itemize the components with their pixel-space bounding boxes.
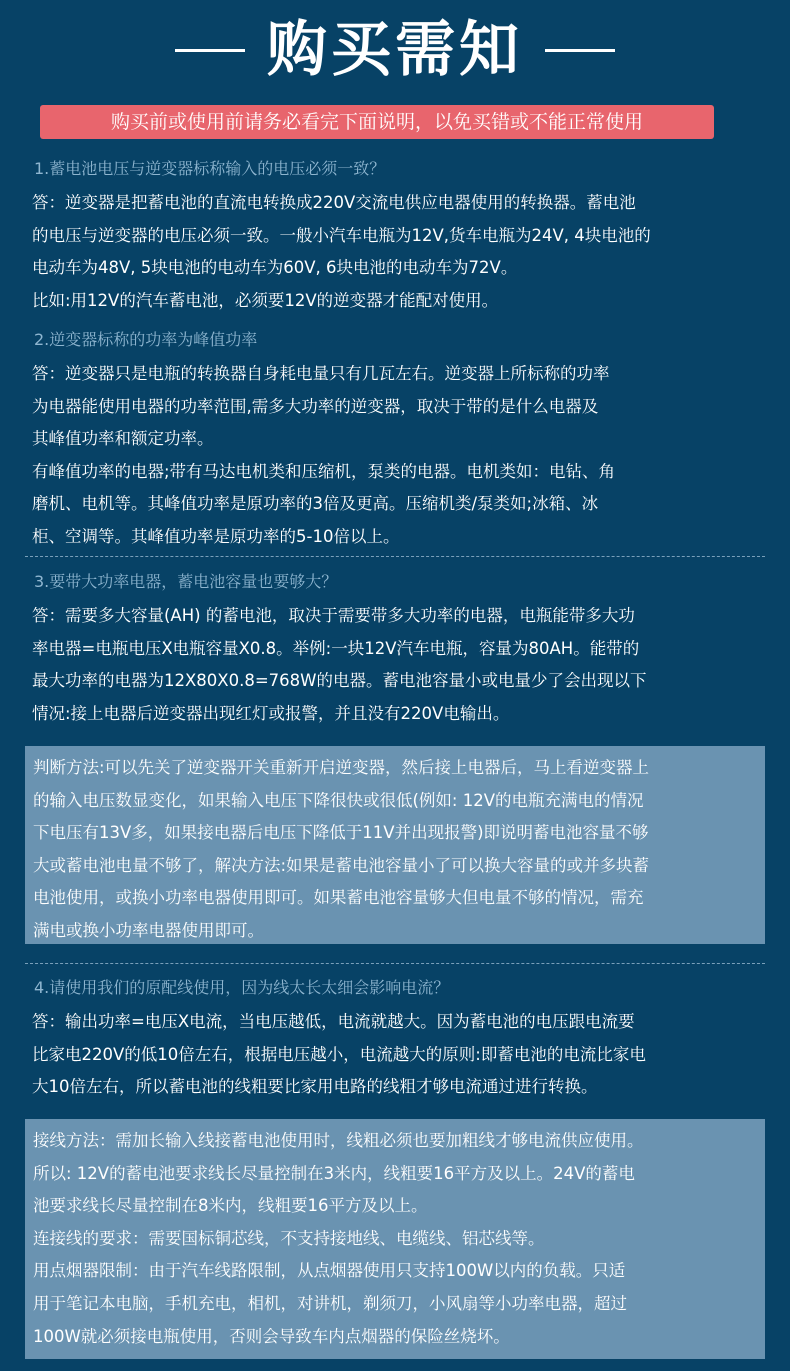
section-1-line: 比如:用12V的汽车蓄电池，必须要12V的逆变器才能配对使用。 bbox=[32, 290, 499, 310]
section-3-line: 答：需要多大容量(AH) 的蓄电池，取决于需要带多大功率的电器，电瓶能带多大功 bbox=[32, 606, 635, 625]
section-4-line: 答：输出功率=电压X电流，当电压越低，电流就越大。因为蓄电池的电压跟电流要 bbox=[32, 1012, 635, 1031]
section-3-box-line: 判断方法:可以先关了逆变器开关重新开启逆变器，然后接上电器后，马上看逆变器上 bbox=[33, 758, 650, 777]
section-1-line: 的电压与逆变器的电压必须一致。一般小汽车电瓶为12V,货车电瓶为24V, 4块电池的 bbox=[32, 225, 651, 245]
section-1-line: 答：逆变器是把蓄电池的直流电转换成220V交流电供应电器使用的转换器。蓄电池 bbox=[32, 193, 636, 212]
section-2-line: 有峰值功率的电器;带有马达电机类和压缩机，泵类的电器。电机类如：电钻、角 bbox=[32, 461, 616, 481]
section-4-box-line: 用点烟器限制：由于汽车线路限制，从点烟器使用只支持100W以内的负载。只适 bbox=[33, 1261, 626, 1281]
title-left-rule bbox=[175, 49, 245, 52]
section-1 bbox=[32, 155, 760, 317]
section-3-box-line: 的输入电压数显变化，如果输入电压下降很快或很低(例如: 12V的电瓶充满电的情况 bbox=[33, 790, 644, 810]
section-3 bbox=[32, 568, 760, 730]
section-4-box-line: 100W就必须接电瓶使用，否则会导致车内点烟器的保险丝烧坏。 bbox=[33, 1326, 510, 1346]
section-3-box-line: 满电或换小功率电器使用即可。 bbox=[33, 920, 264, 940]
section-1-question: 1.蓄电池电压与逆变器标称输入的电压必须一致？ bbox=[34, 159, 386, 178]
section-4-box-line: 连接线的要求：需要国标铜芯线，不支持接地线、电缆线、铝芯线等。 bbox=[33, 1228, 545, 1248]
section-3-question: 3.要带大功率电器，蓄电池容量也要够大？ bbox=[34, 572, 338, 591]
section-3-line: 最大功率的电器为12X80X0.8=768W的电器。蓄电池容量小或电量少了会出现以下 bbox=[32, 671, 647, 691]
section-2-line: 其峰值功率和额定功率。 bbox=[32, 429, 214, 449]
section-4-box-line: 用于笔记本电脑，手机充电，相机，对讲机，剃须刀，小风扇等小功率电器，超过 bbox=[33, 1293, 627, 1313]
section-4-box-line: 接线方法：需加长输入线接蓄电池使用时，线粗必须也要加粗线才够电流供应使用。 bbox=[33, 1131, 644, 1150]
section-3-detail-box bbox=[25, 746, 765, 944]
section-4-question: 4.请使用我们的原配线使用，因为线太长太细会影响电流？ bbox=[34, 978, 450, 997]
title-right-rule bbox=[545, 49, 615, 52]
section-3-box-line: 电池使用，或换小功率电器使用即可。如果蓄电池容量够大但电量不够的情况，需充 bbox=[33, 888, 644, 908]
section-2 bbox=[32, 326, 760, 554]
section-2-line: 为电器能使用电器的功率范围,需多大功率的逆变器，取决于带的是什么电器及 bbox=[32, 396, 599, 416]
section-2-line: 磨机、电机等。其峰值功率是原功率的3倍及更高。压缩机类/泵类如;冰箱、冰 bbox=[32, 494, 599, 514]
section-2-question: 2.逆变器标称的功率为峰值功率 bbox=[34, 330, 258, 349]
section-4-line: 大10倍左右，所以蓄电池的线粗要比家用电路的线粗才够电流通过进行转换。 bbox=[32, 1077, 598, 1097]
section-divider bbox=[25, 963, 765, 964]
section-4-box-line: 池要求线长尽量控制在8米内，线粗要16平方及以上。 bbox=[33, 1196, 428, 1216]
section-3-box-line: 大或蓄电池电量不够了，解决方法:如果是蓄电池容量小了可以换大容量的或并多块蓄 bbox=[33, 855, 650, 875]
section-3-box-line: 下电压有13V多，如果接电器后电压下降低于11V并出现报警)即说明蓄电池容量不够 bbox=[33, 823, 649, 843]
page-title: 购买需知 bbox=[267, 15, 523, 85]
section-4-line: 比家电220V的低10倍左右，根据电压越小，电流越大的原则:即蓄电池的电流比家电 bbox=[32, 1044, 646, 1064]
section-4-detail-box bbox=[25, 1119, 765, 1359]
page-header bbox=[0, 0, 790, 100]
section-2-line: 柜、空调等。其峰值功率是原功率的5-10倍以上。 bbox=[32, 526, 400, 546]
section-4 bbox=[32, 974, 760, 1104]
section-4-box-line: 所以: 12V的蓄电池要求线长尽量控制在3米内，线粗要16平方及以上。24V的蓄电 bbox=[33, 1163, 635, 1183]
section-2-line: 答：逆变器只是电瓶的转换器自身耗电量只有几瓦左右。逆变器上所标称的功率 bbox=[32, 364, 610, 383]
section-3-line: 情况:接上电器后逆变器出现红灯或报警，并且没有220V电输出。 bbox=[32, 703, 510, 723]
section-1-line: 电动车为48V, 5块电池的电动车为60V, 6块电池的电动车为72V。 bbox=[32, 258, 518, 278]
section-divider bbox=[25, 556, 765, 557]
section-3-line: 率电器=电瓶电压X电瓶容量X0.8。举例:一块12V汽车电瓶，容量为80AH。能带的 bbox=[32, 638, 640, 658]
warning-notice: 购买前或使用前请务必看完下面说明，以免买错或不能正常使用 bbox=[40, 105, 714, 139]
